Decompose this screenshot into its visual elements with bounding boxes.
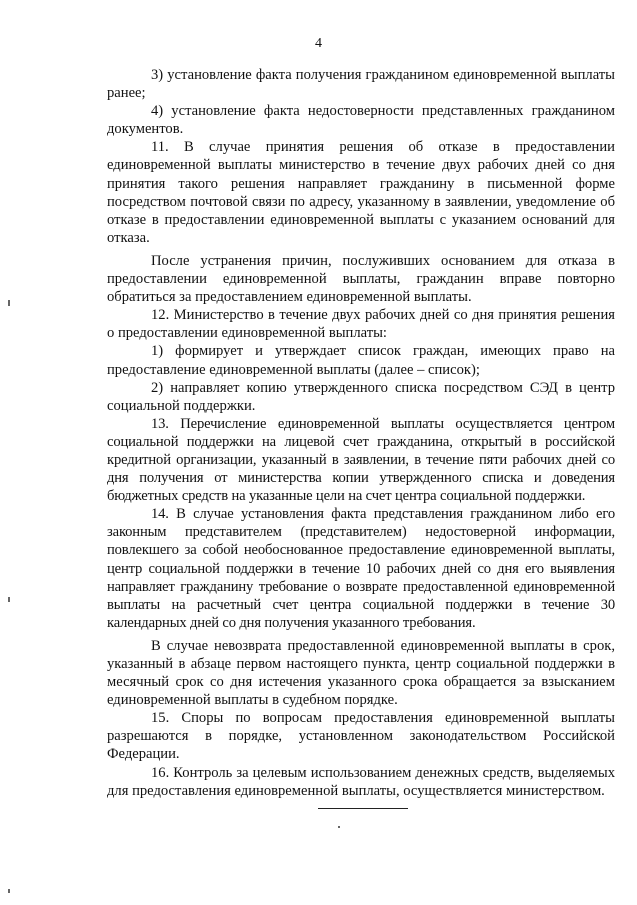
paragraph-14: 14. В случае установления факта представления гражданином либо его законным представителем (представителем) недостоверной информации, повлекшего за собой необоснованное предоставление единовременной выплаты, центр социальной поддержки в течение 10 рабочих дней со дня его выявления направляет гражданину требование о возврате предоставленной единовременной выплаты на расчетный счет центра социальной поддержки в течение 30 календарных дней со дня получения указанного требования.	[107, 506, 615, 631]
scan-mark	[8, 597, 10, 602]
document-body	[107, 66, 615, 800]
page-number: 4	[315, 36, 322, 51]
scan-mark	[8, 300, 10, 306]
paragraph-13: 13. Перечисление единовременной выплаты осуществляется центром социальной поддержки на лицевой счет гражданина, открытый в российской кредитной организации, указанный в заявлении, в течение пяти рабочих дней со дня получения от министерства копии утвержденного списка и доведения бюджетных средств на указанные цели на счет центра социальной поддержки.	[107, 415, 615, 505]
paragraph-12: 12. Министерство в течение двух рабочих дней со дня принятия решения о предоставлении единовременной выплаты:	[107, 307, 615, 342]
paragraph-3-2: 4) установление факта недостоверности представленных гражданином документов.	[107, 103, 615, 138]
paragraph-3-1: 3) установление факта получения гражданином единовременной выплаты ранее;	[107, 67, 615, 102]
scan-mark	[338, 826, 340, 828]
paragraph-15: 15. Споры по вопросам предоставления единовременной выплаты разрешаются в порядке, установленном законодательством Российской Федерации.	[107, 710, 615, 763]
paragraph-14-after: В случае невозврата предоставленной единовременной выплаты в срок, указанный в абзаце первом настоящего пункта, центр социальной поддержки в месячный срок со дня истечения указанного срока обращается за взысканием единовременной выплаты в судебном порядке.	[107, 637, 615, 709]
paragraph-12-item-1: 1) формирует и утверждает список граждан, имеющих право на предоставление единовременной выплаты (далее – список);	[107, 343, 615, 378]
scan-mark	[8, 889, 10, 893]
paragraph-11-after: После устранения причин, послуживших основанием для отказа в предоставлении единовременной выплаты, гражданин вправе повторно обратиться за предоставлением единовременной выплаты.	[107, 252, 615, 306]
paragraph-16: 16. Контроль за целевым использованием денежных средств, выделяемых для предоставления единовременной выплаты, осуществляется министерством.	[107, 764, 615, 799]
closing-rule	[318, 808, 408, 809]
paragraph-12-item-2: 2) направляет копию утвержденного списка посредством СЭД в центр социальной поддержки.	[107, 379, 615, 414]
paragraph-11: 11. В случае принятия решения об отказе в предоставлении единовременной выплаты министерство в течение двух рабочих дней со дня принятия такого решения направляет гражданину в письменной форме посредством почтовой связи по адресу, указанному в заявлении, уведомление об отказе в предоставлении единовременной выплаты с указанием оснований для отказа.	[107, 139, 615, 246]
